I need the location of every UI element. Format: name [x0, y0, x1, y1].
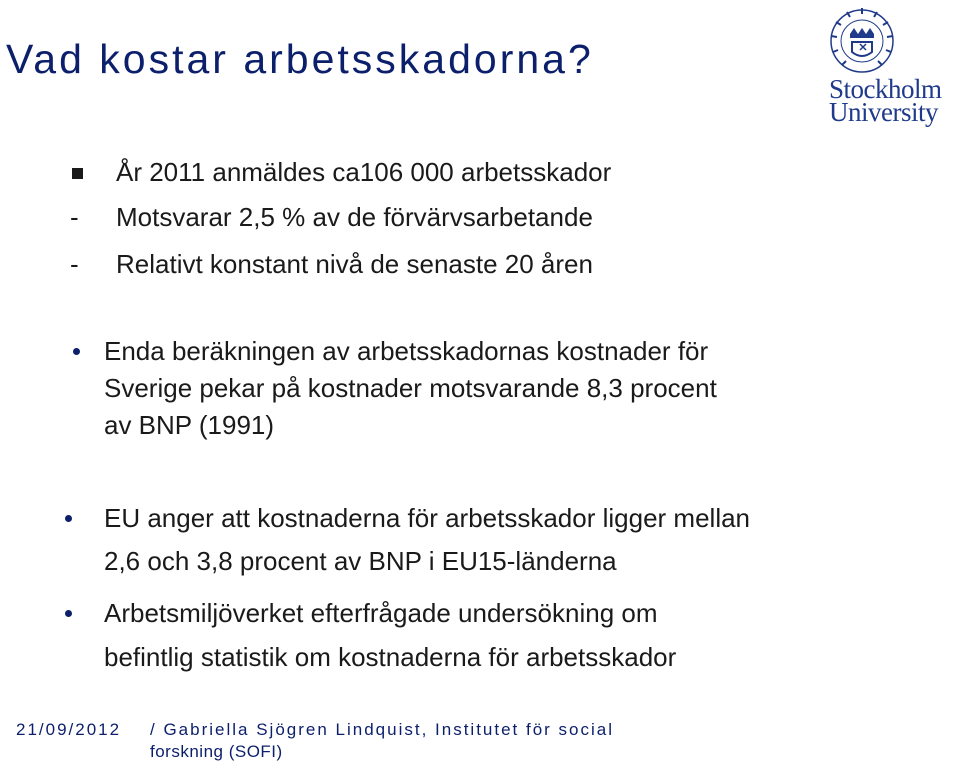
- dash-bullet-icon: -: [70, 249, 79, 279]
- bullet-text-continued: av BNP (1991): [104, 410, 275, 440]
- bullet-text-continued: befintlig statistik om kostnaderna för arbetsskador: [104, 642, 677, 672]
- sub-bullet-text: Relativt konstant nivå de senaste 20 åren: [116, 249, 593, 279]
- footer-author-continued: forskning (SOFI): [150, 742, 283, 761]
- dot-bullet-icon: [65, 610, 72, 617]
- logo-line-university: University: [829, 97, 938, 127]
- footer-author: / Gabriella Sjögren Lindquist, Institutet för social: [150, 720, 615, 739]
- bullet-text: EU anger att kostnaderna för arbetsskador ligger mellan: [104, 503, 751, 533]
- bullet-text: Arbetsmiljöverket efterfrågade undersökning om: [104, 598, 658, 628]
- footer-date: 21/09/2012: [16, 720, 122, 739]
- slide-title: Vad kostar arbetsskadorna?: [6, 36, 594, 82]
- square-bullet-icon: [72, 168, 83, 179]
- sub-bullet-text: Motsvarar 2,5 % av de förvärvsarbetande: [116, 202, 593, 232]
- dot-bullet-icon: [65, 515, 72, 522]
- bullet-text: År 2011 anmäldes ca106 000 arbetsskador: [116, 157, 612, 187]
- university-logo-text: [829, 74, 942, 127]
- bullet-text: Enda beräkningen av arbetsskadornas kostnader för: [104, 336, 709, 366]
- bullet-text-continued: 2,6 och 3,8 procent av BNP i EU15-länderna: [104, 546, 617, 576]
- dash-bullet-icon: -: [70, 202, 79, 232]
- logo-line-stockholm: Stockholm: [829, 74, 942, 104]
- dot-bullet-icon: [73, 348, 80, 355]
- bullet-text-continued: Sverige pekar på kostnader motsvarande 8,3 procent: [104, 373, 717, 403]
